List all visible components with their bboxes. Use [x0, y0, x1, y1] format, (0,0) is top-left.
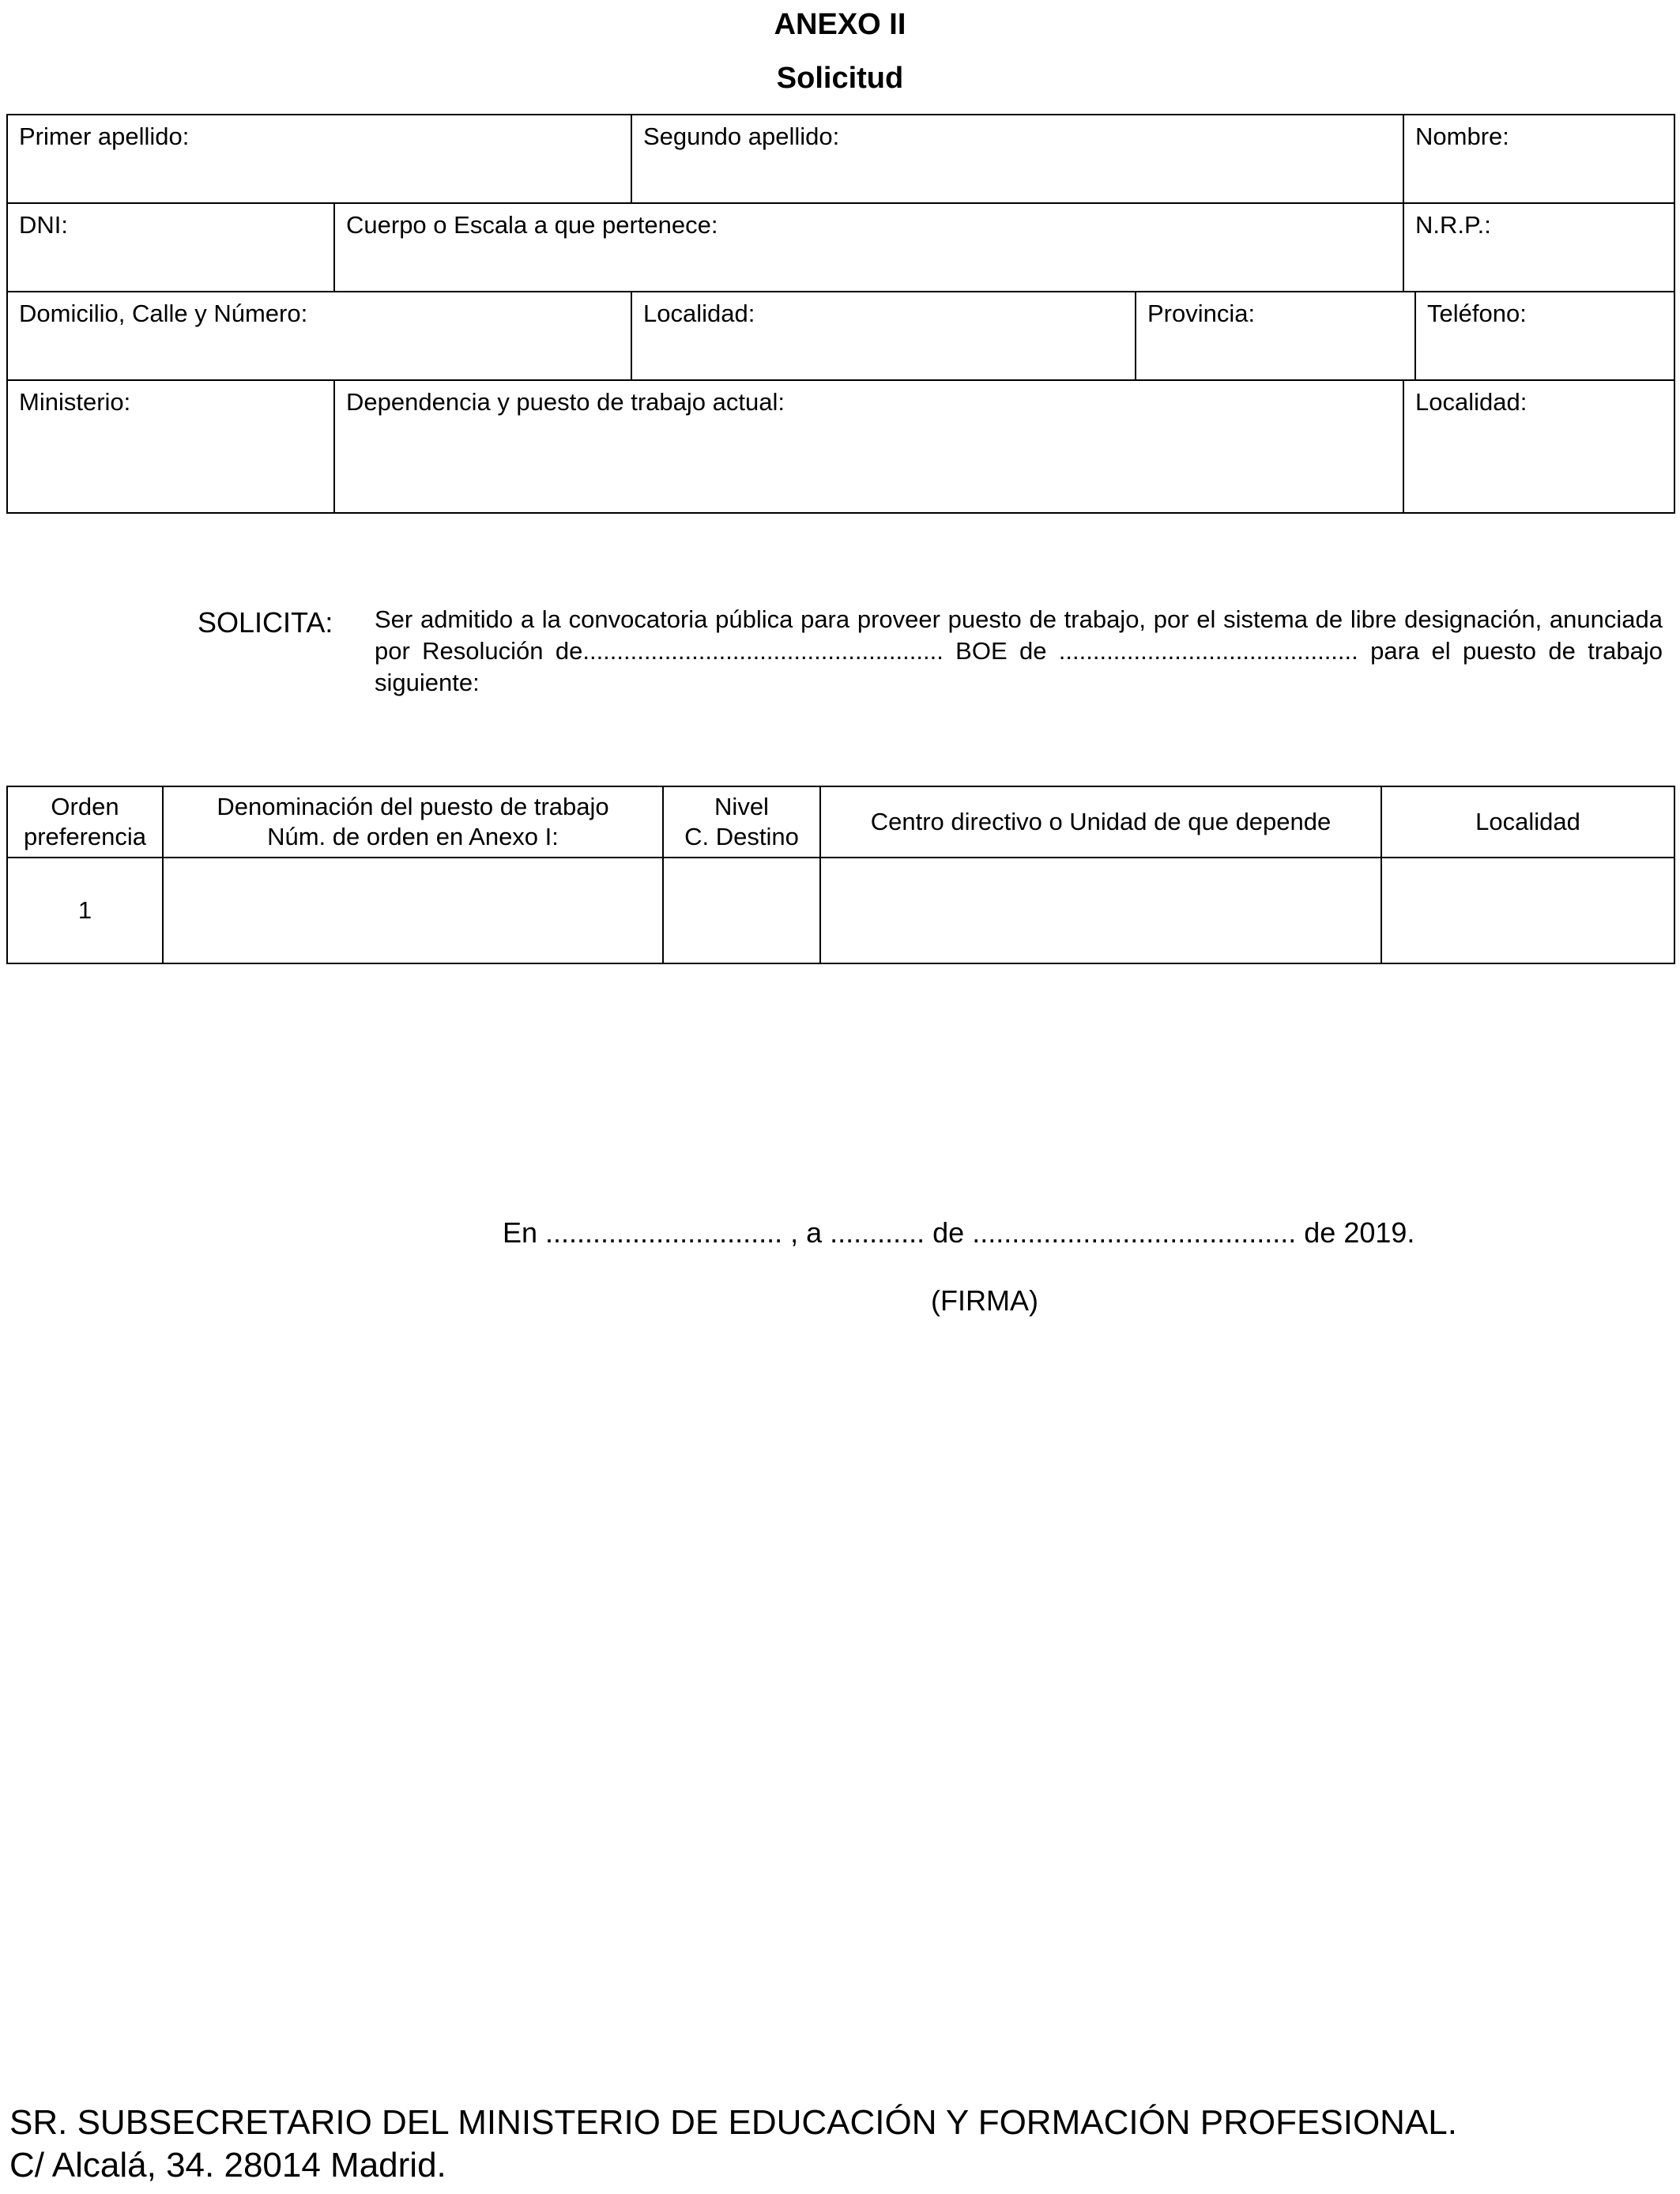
- centro-cell[interactable]: [820, 858, 1381, 963]
- provincia-label: Provincia:: [1147, 300, 1256, 327]
- puestos-header-row: [7, 786, 1674, 858]
- ministerio-field[interactable]: [7, 380, 334, 513]
- table-row: [7, 858, 1674, 963]
- nivel-header-line2: C. Destino: [684, 823, 799, 850]
- nrp-field[interactable]: [1403, 203, 1674, 292]
- nrp-label: N.R.P.:: [1415, 211, 1491, 239]
- denominacion-header-line2: Núm. de orden en Anexo I:: [267, 823, 559, 850]
- nombre-field[interactable]: [1403, 115, 1674, 203]
- centro-header: Centro directivo o Unidad de que depende: [820, 786, 1381, 858]
- orden-cell: 1: [7, 858, 163, 963]
- fecha-line: En .............................. , a ............ de ......................................... de 2019.: [503, 1216, 1415, 1249]
- orden-header: [7, 786, 163, 858]
- localidad-actual-field[interactable]: [1403, 380, 1674, 513]
- dni-field[interactable]: [7, 203, 334, 292]
- denominacion-cell[interactable]: [163, 858, 663, 963]
- cuerpo-escala-field[interactable]: [334, 203, 1403, 292]
- cuerpo-escala-label: Cuerpo o Escala a que pertenece:: [346, 211, 718, 239]
- dependencia-label: Dependencia y puesto de trabajo actual:: [346, 388, 785, 416]
- localidad-field[interactable]: [631, 292, 1136, 380]
- destinatario-line1: SR. SUBSECRETARIO DEL MINISTERIO DE EDUCACIÓN Y FORMACIÓN PROFESIONAL.: [9, 2103, 1457, 2142]
- domicilio-label: Domicilio, Calle y Número:: [19, 300, 308, 327]
- personal-data-form: [6, 114, 1675, 514]
- provincia-field[interactable]: [1136, 292, 1415, 380]
- localidad-label: Localidad:: [643, 300, 755, 327]
- domicilio-field[interactable]: [7, 292, 631, 380]
- primer-apellido-label: Primer apellido:: [19, 123, 190, 150]
- primer-apellido-field[interactable]: [7, 115, 631, 203]
- nivel-header: [663, 786, 820, 858]
- segundo-apellido-label: Segundo apellido:: [643, 123, 840, 150]
- solicita-label: SOLICITA:: [198, 606, 333, 639]
- destinatario-line2: C/ Alcalá, 34. 28014 Madrid.: [9, 2146, 446, 2185]
- orden-header-line2: preferencia: [23, 823, 147, 850]
- dependencia-field[interactable]: [334, 380, 1403, 513]
- solicita-text: Ser admitido a la convocatoria pública para proveer puesto de trabajo, por el sistema de libre designación, anunciada por Resolución de..................................................... BOE de ............................................ para el puesto de trabajo siguiente:: [375, 605, 1663, 696]
- orden-header-line1: Orden: [51, 793, 119, 820]
- localidad-header: Localidad: [1381, 786, 1674, 858]
- dni-label: DNI:: [19, 211, 68, 239]
- nivel-cell[interactable]: [663, 858, 820, 963]
- localidad-cell[interactable]: [1381, 858, 1674, 963]
- localidad-actual-label: Localidad:: [1415, 388, 1527, 416]
- document-subtitle: Solicitud: [776, 62, 904, 95]
- segundo-apellido-field[interactable]: [631, 115, 1403, 203]
- telefono-field[interactable]: [1415, 292, 1674, 380]
- denominacion-header: [163, 786, 663, 858]
- telefono-label: Teléfono:: [1427, 300, 1527, 327]
- firma-label: (FIRMA): [931, 1284, 1038, 1317]
- denominacion-header-line1: Denominación del puesto de trabajo: [217, 793, 609, 820]
- nombre-label: Nombre:: [1415, 123, 1509, 150]
- ministerio-label: Ministerio:: [19, 388, 131, 416]
- document-title: ANEXO II: [774, 8, 906, 41]
- puestos-table: [6, 786, 1675, 964]
- nivel-header-line1: Nivel: [714, 793, 769, 820]
